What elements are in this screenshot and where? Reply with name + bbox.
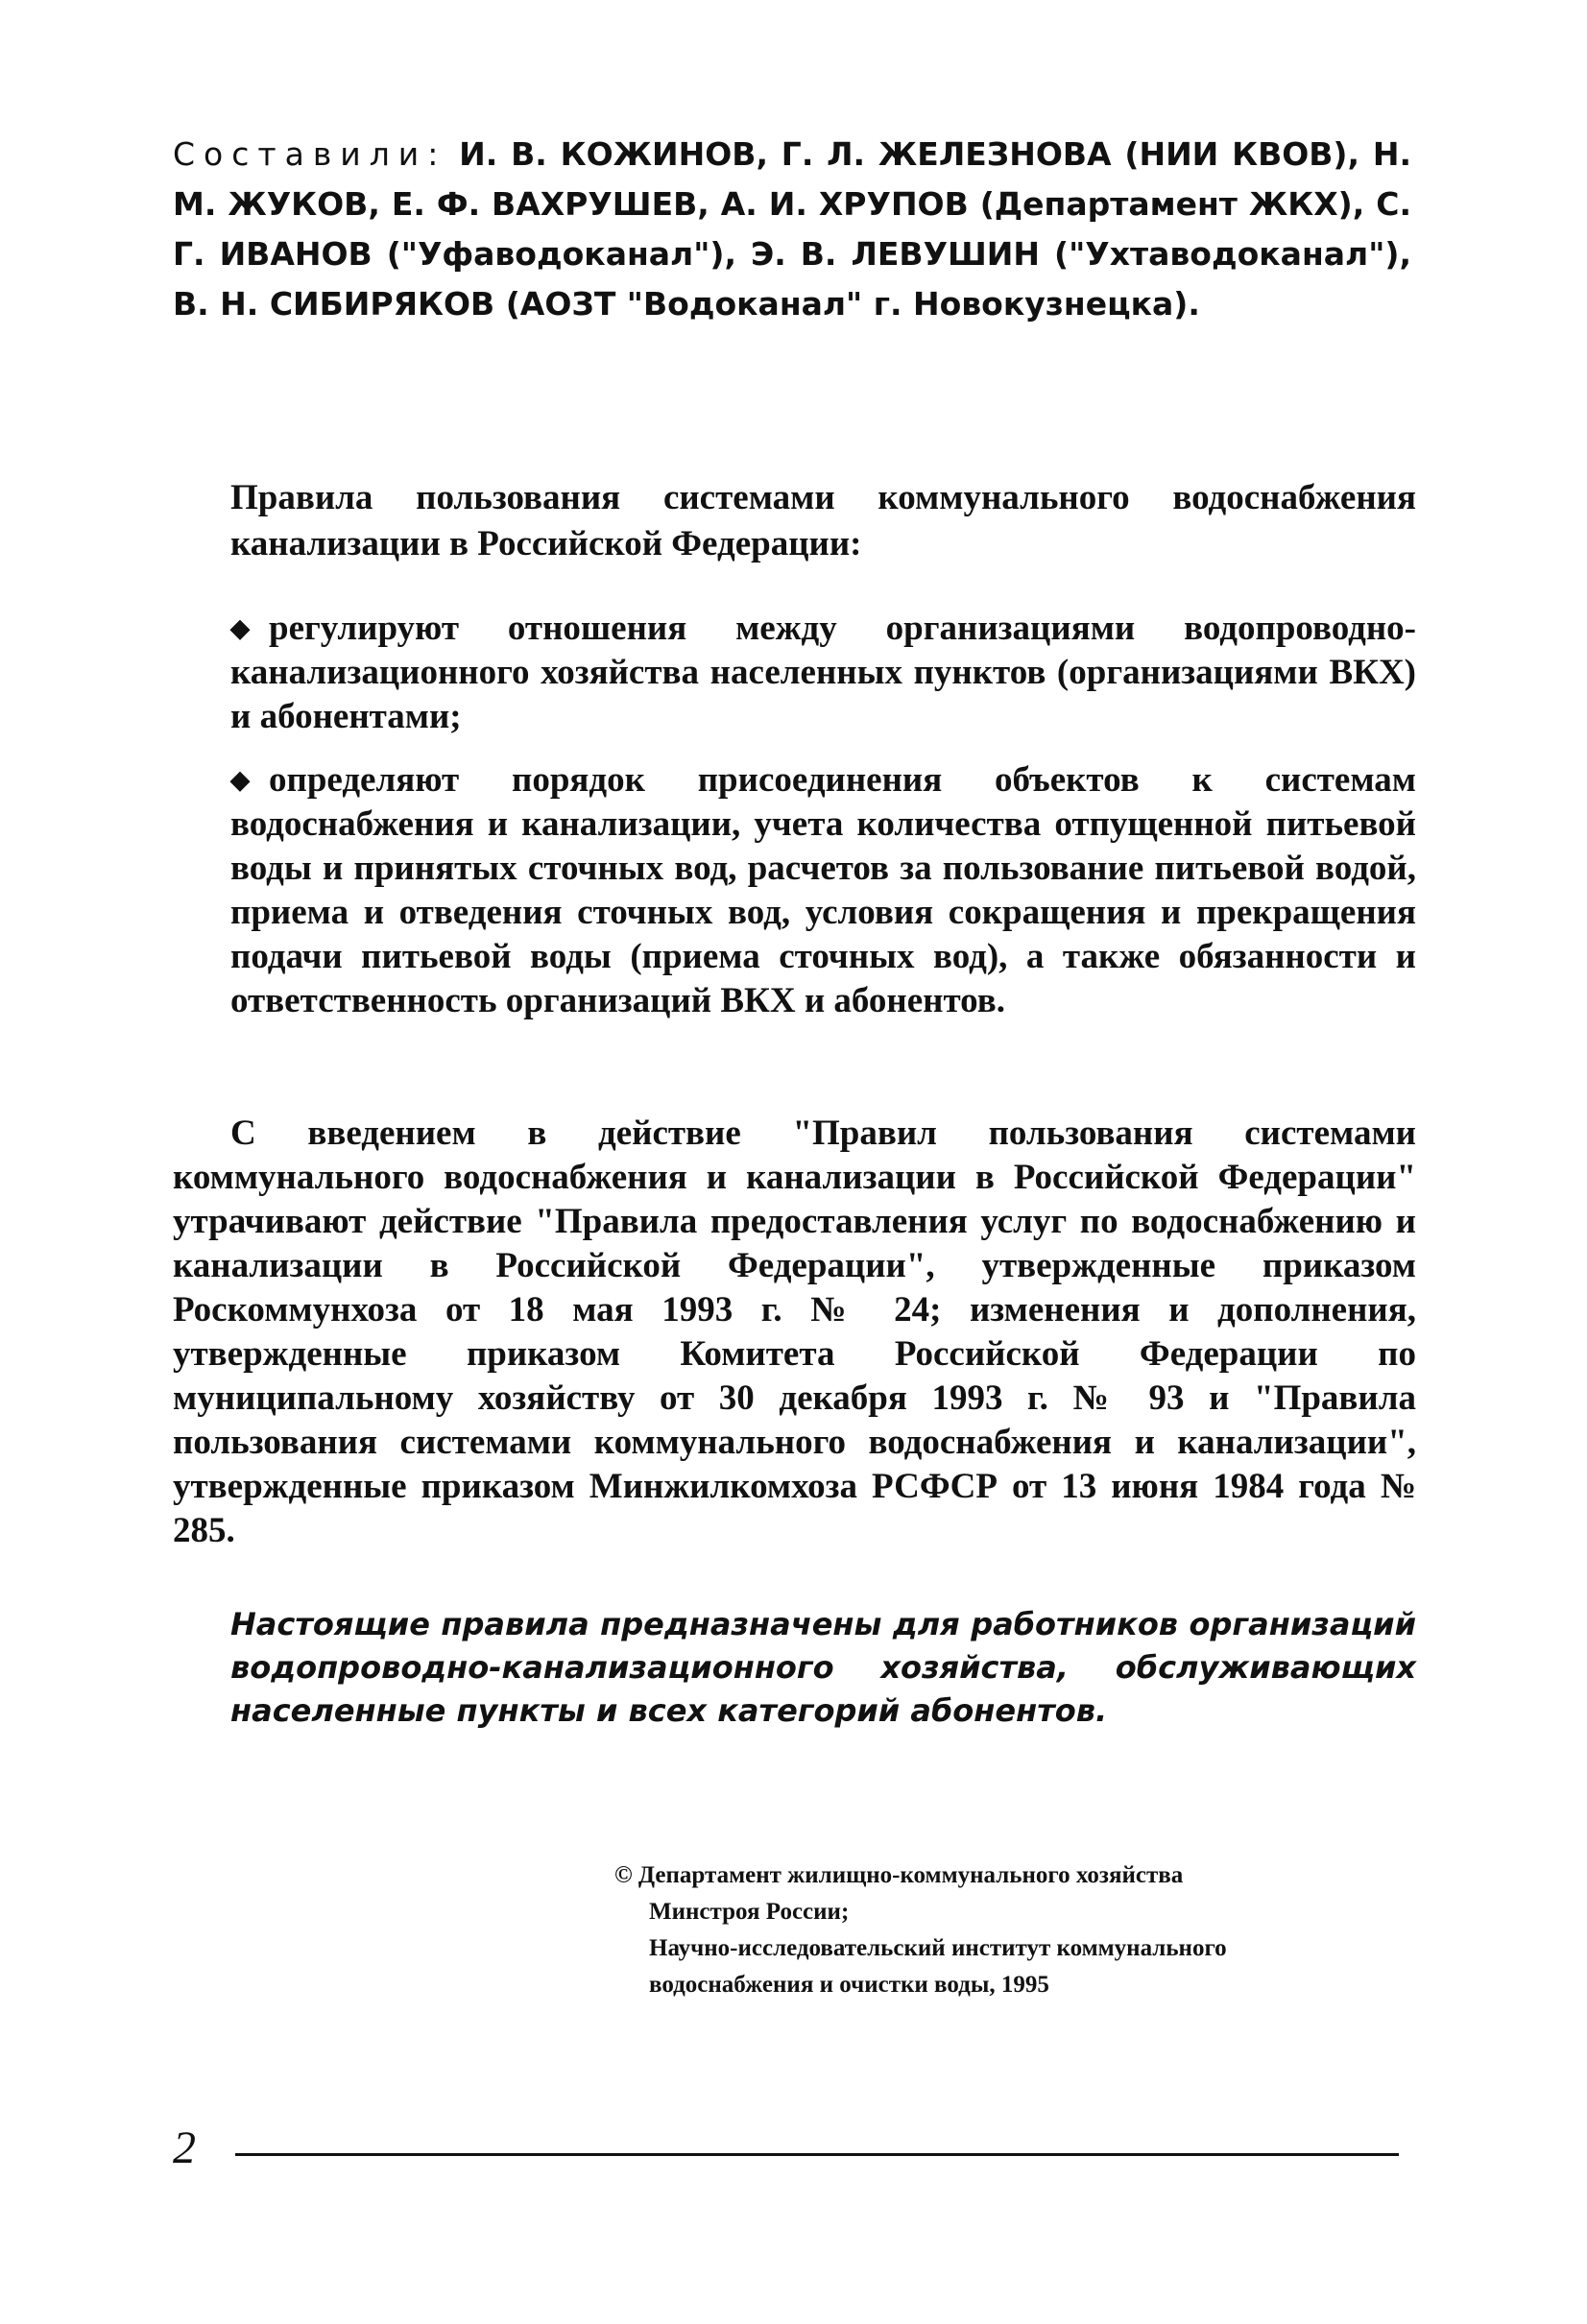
bullet-item [230, 758, 1416, 1023]
authors-names: И. В. КОЖИНОВ, Г. Л. ЖЕЛЕЗНОВА (НИИ КВОВ), Н. М. ЖУКОВ, Е. Ф. ВАХРУШЕВ, А. И. ХРУПОВ (Департамент ЖКХ), С. Г. ИВАНОВ ("Уфаводоканал"), Э. В. ЛЕВУШИН ("Ухтаводоканал"), В. Н. СИБИРЯКОВ (АОЗТ "Водоканал" г. Новокузнецка). [173, 135, 1411, 323]
copyright-line: Минстроя России; [649, 1899, 850, 1925]
diamond-bullet-icon: ◆ [230, 766, 250, 794]
bullet-text: определяют порядок присоединения объектов к системам водоснабжения и канализации, учета количества отпущенной питьевой воды и принятых сточных вод, расчетов за пользование питьевой водой, приема и отведения сточных вод, условия сокращения и прекращения подачи питьевой воды (приема сточных вод), а также обязанности и ответственность организаций ВКХ и абонентов. [230, 760, 1416, 1020]
diamond-bullet-icon: ◆ [230, 614, 250, 642]
rules-intro-heading: Правила пользования системами коммунального водоснабжения канализации в Российской Федерации: [230, 478, 1416, 563]
authors-lead: Составили: [173, 135, 447, 173]
copyright-line: © Департамент жилищно-коммунального хозяйства [614, 1862, 1184, 1888]
bullet-item [230, 607, 1416, 739]
bullet-text: регулируют отношения между организациями водопроводно-канализационного хозяйства населенных пунктов (организациями ВКХ) и абонентами; [230, 609, 1416, 736]
superseded-rules-paragraph: С введением в действие "Правил пользования системами коммунального водоснабжения и канализации в Российской Федерации" утрачивают действие "Правила предоставления услуг по водоснабжению и канализации в Российской Федерации", утвержденные приказом Роскоммунхоза от 18 мая 1993 г. № 24; изменения и дополнения, утвержденные приказом Комитета Российской Федерации по муниципальному хозяйству от 30 декабря 1993 г. № 93 и "Правила пользования системами коммунального водоснабжения и канализации", утвержденные приказом Минжилкомхоза РСФСР от 13 июня 1984 года № 285. [173, 1114, 1416, 1550]
footer-divider [235, 2153, 1399, 2156]
page-number: 2 [173, 2122, 196, 2173]
audience-note: Настоящие правила предназначены для работников организаций водопроводно-канализационного хозяйства, обслуживающих населенные пункты и всех категорий абонентов. [230, 1606, 1416, 1729]
copyright-line: водоснабжения и очистки воды, 1995 [649, 1972, 1049, 1998]
copyright-block [614, 1857, 1440, 2003]
authors-block [173, 130, 1411, 329]
copyright-line: Научно-исследовательский институт коммунального [649, 1935, 1227, 1961]
